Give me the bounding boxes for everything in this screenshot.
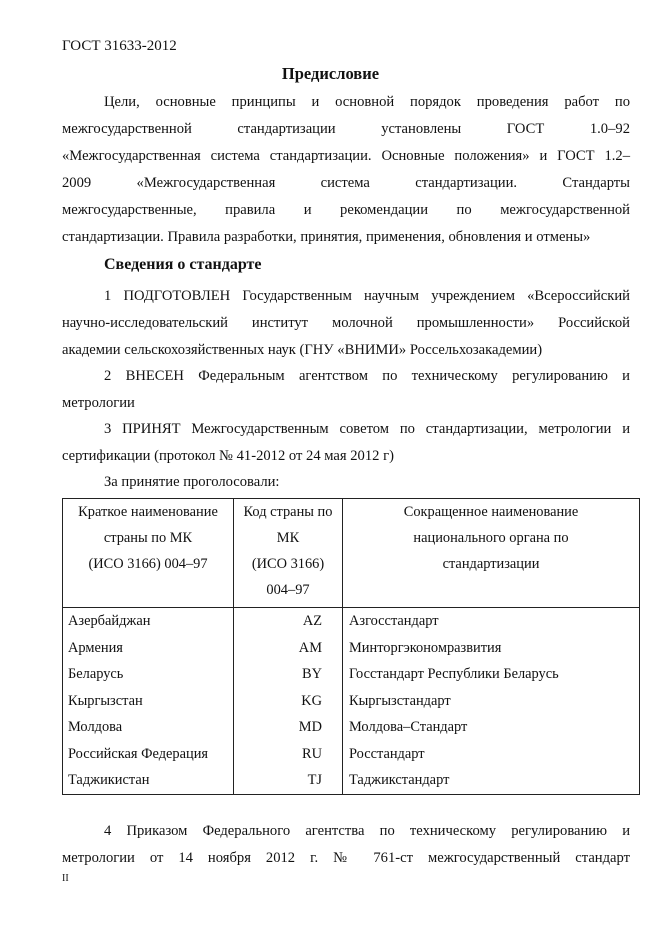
info-line: научно-исследовательский институт молочной промышленности» Российской [62,315,630,331]
country-code: KG [301,692,322,709]
header-line: национального органа по [413,530,569,546]
national-body: Таджикстандарт [349,772,450,788]
country-name: Российская Федерация [68,745,209,762]
country-name: Беларусь [68,666,124,682]
preface-line: «Межгосударственная система стандартизации. Основные положения» и ГОСТ 1.2– [62,148,630,164]
country-code: AZ [302,613,322,629]
national-body: Росстандарт [349,745,425,762]
country-code: TJ [307,772,322,788]
country-code: BY [302,666,322,682]
table-body-row [63,608,640,795]
preface-line: 2009 «Межгосударственная система стандартизации. Стандарты [62,175,630,191]
country-name: Азербайджан [68,613,151,629]
header-line: МК [276,530,300,546]
info-line: метрологии от 14 ноября 2012 г. № 761-ст межгосударственный стандарт [62,850,630,866]
country-name: Кыргызстан [68,692,143,709]
header-line: (ИСО 3166) 004–97 [88,556,208,572]
header-line: (ИСО 3166) [251,556,325,572]
standard-info-title: Сведения о стандарте [104,256,262,273]
header-line: Код страны по [243,504,333,520]
voting-countries-table [62,498,640,795]
info-line: метрологии [62,395,135,411]
preface-line: стандартизации. Правила разработки, принятия, применения, обновления и отмены» [62,229,591,245]
info-line: 1 ПОДГОТОВЛЕН Государственным научным учреждением «Всероссийский [104,288,630,304]
table-header-row [63,499,640,608]
country-code: RU [302,745,322,762]
national-body: Минторгэкономразвития [349,639,502,656]
info-line: академии сельскохозяйственных наук (ГНУ «ВНИМИ» Россельхозакадемии) [62,342,543,358]
preface-paragraph [62,89,630,251]
country-names-cell [63,608,234,795]
preface-line: Цели, основные принципы и основной порядок проведения работ по [104,94,630,110]
header-line: страны по МК [103,530,193,546]
info-item-4 [62,818,630,872]
info-item-2 [62,363,630,417]
preface-title: Предисловие [281,64,380,83]
country-name: Таджикистан [68,772,150,788]
vote-intro [62,469,630,496]
national-body: Госстандарт Республики Беларусь [349,666,559,682]
country-name: Армения [68,639,123,656]
header-line: 004–97 [266,582,310,598]
info-item-1 [62,283,630,364]
national-body: Азгосстандарт [349,613,439,629]
info-line: 3 ПРИНЯТ Межгосударственным советом по стандартизации, метрологии и [104,421,630,437]
national-body: Молдова–Стандарт [349,719,468,735]
country-code: MD [298,719,322,735]
country-code: AM [298,639,322,656]
national-bodies-cell [343,608,640,795]
country-name: Молдова [68,719,123,735]
country-codes-cell [234,608,343,795]
info-line: 2 ВНЕСЕН Федеральным агентством по техническому регулированию и [104,368,630,384]
info-line: сертификации (протокол № 41-2012 от 24 мая 2012 г) [62,448,394,464]
header-line: стандартизации [442,556,540,572]
national-body: Кыргызстандарт [349,692,451,709]
preface-line: межгосударственные, правила и рекомендации по межгосударственной [62,202,630,218]
header-line: Краткое наименование [78,504,218,520]
preface-line: межгосударственной стандартизации установлены ГОСТ 1.0–92 [62,121,630,137]
page-number: II [62,873,69,884]
header-national-body [343,499,640,608]
info-item-3 [62,416,630,470]
header-country-code [234,499,343,608]
header-line: Сокращенное наименование [403,504,579,520]
info-line: 4 Приказом Федерального агентства по техническому регулированию и [104,823,630,839]
document-code-header: ГОСТ 31633-2012 [62,38,177,54]
header-country-name [63,499,234,608]
vote-intro-line: За принятие проголосовали: [104,474,280,490]
